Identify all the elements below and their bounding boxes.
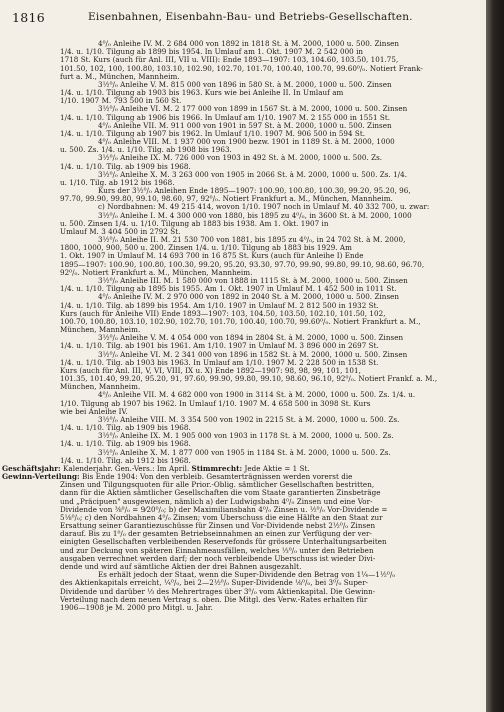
text-line: 1/4. u. 1/10. Tilgung ab 1903 bis 1963. Kurs wie bei Anleihe II. In Umlauf am xyxy=(60,89,344,98)
text-line: 100.70, 100.80, 103.10, 102.90, 102.70, 101.70, 100.40, 100.70, 99.60⁰/₀. Notiert Frankfurt a. M., xyxy=(60,317,421,326)
text-line: 3½⁰/₀ Anleihe IX. M. 1 905 000 von 1903 in 1178 St. à M. 2000, 1000 u. 500. Zs. xyxy=(98,432,394,441)
page-number: 1816 xyxy=(12,10,46,25)
text-line: 4⁰/₀ Anleihe IV. M. 2 970 000 von 1892 in 2040 St. à M. 2000, 1000 u. 500. Zinsen xyxy=(98,293,400,302)
text-line: Kurs der 3½⁰/₀ Anleihen Ende 1895—1907: 100.90, 100.80, 100.30, 99.20, 95.20, 96, xyxy=(98,187,411,196)
text-line: 1/4. u. 1/10. Tilg. ab 1909 bis 1968. xyxy=(60,424,191,433)
text-line: 3½⁰/₀ Anleihe II. M. 21 530 700 von 1881, bis 1895 zu 4⁰/₀, in 24 702 St. à M. 2000, xyxy=(98,236,406,245)
text-line: 4⁰/₀ Anleihe VII. M. 4 682 000 von 1900 in 3114 St. à M. 2000, 1000 u. 500. Zs. 1/4. u. xyxy=(98,391,416,400)
gewinn-verteilung-heading xyxy=(2,473,486,481)
text-line: dann für die Aktien sämtlicher Gesellschaften die vom Staate garantierten Zinsbeträge xyxy=(60,489,381,498)
text-line: 1800, 1000, 900, 500 u. 200. Zinsen 1/4. u. 1/10. Tilgung ab 1883 bis 1929. Am xyxy=(60,244,352,253)
text-line: 3½⁰/₀ Anleihe VIII. M. 3 354 500 von 1902 in 2215 St. à M. 2000, 1000 u. 500. Zs. xyxy=(98,415,400,424)
text-line: München, Mannheim. xyxy=(60,326,141,335)
gewinn-verteilung-first-line: Bis Ende 1904: Von den verbleib. Gesamterträgnissen werden vorerst die xyxy=(79,473,353,482)
closing-paragraph xyxy=(60,571,486,612)
text-line: 101.50, 102, 100, 100.80, 103.10, 102.90, 102.70, 101.70, 100.40, 100.70, 99.60⁰/₀. Notiert Frank- xyxy=(60,64,423,73)
text-line: Es erhält jedoch der Staat, wenn die Super-Dividende den Betrag von 1¼—1½⁰/₀ xyxy=(98,571,396,580)
text-line: dende und wird auf sämtliche Aktien der drei Bahnen ausgezahlt. xyxy=(60,563,302,571)
text-line: u. 500. Zs. 1/4. u. 1/10. Tilg. ab 1908 bis 1963. xyxy=(60,146,232,155)
gewinn-verteilung-label: Gewinn-Verteilung: xyxy=(2,473,80,482)
text-line: und zur Deckung von späteren Einnahmeausfällen, welches ⅓⁰/₀ unter den Betrieben xyxy=(60,546,374,555)
text-line: 3½⁰/₀ Anleihe V. M. 4 054 000 von 1894 in 2804 St. à M. 2000, 1000 u. 500. Zinsen xyxy=(98,334,404,343)
text-line: ausgaben verrechnet werden darf; der noch verbleibende Überschuss ist wieder Divi- xyxy=(60,554,376,563)
text-line: 101.35, 101.40, 99.20, 95.20, 91, 97.60, 99.90, 99.80, 99.10, 98.60, 96.10, 92⁰/₀. Notiert Frankf. a. M., xyxy=(60,375,438,384)
text-line: 1/4. u. 1/10. Tilg. ab 1901 bis 1961. Am 1/10. 1907 in Umlauf M. 3 896 000 in 2697 St. xyxy=(60,342,379,351)
stimmrecht-label: Stimmrecht: xyxy=(191,464,243,473)
text-line: und „Präcipuen" ausgewiesen, nämlich a) der Ludwigsbahn 4⁰/₀ Zinsen und eine Vor- xyxy=(60,497,373,506)
text-line: 3½⁰/₀ Anleihe VI. M. 2 177 000 von 1899 in 1567 St. à M. 2000, 1000 u. 500. Zinsen xyxy=(98,105,408,114)
text-line: 3½⁰/₀ Anleihe III. M. 1 580 000 von 1888 in 1115 St. à M. 2000, 1000 u. 500. Zinsen xyxy=(98,276,408,285)
text-line: u. 500. Zinsen 1/4. u. 1/10. Tilgung ab 1883 bis 1938. Am 1. Okt. 1907 in xyxy=(60,219,329,228)
text-line: 1. Okt. 1907 in Umlauf M. 14 693 700 in 16 875 St. Kurs (auch für Anleihe I) Ende xyxy=(60,252,364,261)
text-line: 3½⁰/₀ Anleihe X. M. 3 263 000 von 1905 in 2066 St. à M. 2000, 1000 u. 500. Zs. 1/4. xyxy=(98,170,408,179)
text-line: Kurs (auch für Anl. III, V, VI, VIII, IX u. X) Ende 1892—1907: 98, 98, 99, 101, 101, xyxy=(60,366,361,375)
stimmrecht-text: Jede Aktie = 1 St. xyxy=(242,464,310,473)
text-line: u. 1/10. Tilg. ab 1912 bis 1968. xyxy=(60,178,175,187)
text-line: 4⁰/₀ Anleihe VII. M. 911 000 von 1901 in 597 St. à M. 2000, 1000 u. 500. Zinsen xyxy=(98,121,392,130)
text-line: 1718 St. Kurs (auch für Anl. III, VII u. VIII): Ende 1893—1907: 103, 104.60, 103.50, 101.75, xyxy=(60,56,399,65)
text-line: 1/4. u. 1/10. Tilgung ab 1906 bis 1966. In Umlauf am 1/10. 1907 M. 2 155 000 in 1551 St. xyxy=(60,113,391,122)
running-title: Eisenbahnen, Eisenbahn-Bau- und Betriebs-Gesellschaften. xyxy=(88,11,413,23)
book-gutter-edge xyxy=(486,0,504,712)
page-header xyxy=(12,10,482,26)
text-line: Verteilung nach dem neuen Vertrag s. oben. Die Mitgl. des Verw.-Rates erhalten für xyxy=(60,595,368,604)
text-line: 1/4. u. 1/10. Tilg. ab 1909 bis 1968. xyxy=(60,440,191,449)
text-line: 1/4. u. 1/10. Tilg. ab 1899 bis 1954. Am 1/10. 1907 in Umlauf M. 2 812 500 in 1932 St. xyxy=(60,301,379,310)
text-line: 3½⁰/₀ Anleihe I. M. 4 300 000 von 1880, bis 1895 zu 4⁰/₀, in 3600 St. à M. 2000, 1000 xyxy=(98,211,412,220)
text-line: 1/10. Tilgung ab 1907 bis 1962. In Umlauf 1/10. 1907 M. 4 658 500 in 3098 St. Kurs xyxy=(60,399,371,408)
text-line: 1/4. u. 1/10. Tilg. ab 1903 bis 1963. In Umlauf am 1/10. 1907 M. 2 228 500 in 1538 St. xyxy=(60,358,379,367)
text-line: 1906—1908 je M. 2000 pro Mitgl. u. Jahr. xyxy=(60,603,213,612)
text-line: 3½⁰/₀ Anleihe X. M. 1 877 000 von 1905 in 1184 St. à M. 2000, 1000 u. 500. Zs. xyxy=(98,448,391,457)
text-line: 92⁰/₀. Notiert Frankfurt a. M., München, Mannheim. xyxy=(60,268,253,277)
text-line: Dividende und darüber ⅓ des Mehrertrages über 3⁰/₀ vom Aktienkapital. Die Gewinn- xyxy=(60,587,376,596)
text-line: 1/4. u. 1/10. Tilgung ab 1895 bis 1955. Am 1. Okt. 1907 in Umlauf M. 1 452 500 in 1011 St. xyxy=(60,285,397,294)
text-line: 3½⁰/₀ Anleihe VI. M. 2 341 000 von 1896 in 1582 St. à M. 2000, 1000 u. 500. Zinsen xyxy=(98,350,408,359)
text-line: 1/4. u. 1/10. Tilg. ab 1912 bis 1968. xyxy=(60,456,191,465)
text-line: wie bei Anleihe IV. xyxy=(60,407,128,416)
text-line: Umlauf M. 3 404 500 in 2792 St. xyxy=(60,227,181,236)
geschaeftsjahr-line xyxy=(2,465,486,473)
text-line: furt a. M., München, Mannheim. xyxy=(60,72,180,81)
text-line: München, Mannheim. xyxy=(60,383,141,392)
geschaeftsjahr-label: Geschäftsjahr: xyxy=(2,464,61,473)
text-line: 3½⁰/₀ Anleihe IX. M. 726 000 von 1903 in 492 St. à M. 2000, 1000 u. 500. Zs. xyxy=(98,154,383,163)
text-line: Dividende von ⅜⁰/₀ = 9⁄20⁰/₀; b) der Maximiliansbahn 4⁰/₀ Zinsen u. ½⁰/₀ Vor-Dividende = xyxy=(60,505,388,514)
text-line: 5⅛⁰/₀; c) den Nordbahnen 4⁰/₀ Zinsen; vom Überschuss die eine Hälfte an den Staat zur xyxy=(60,513,383,522)
text-line: 3½⁰/₀ Anleihe V. M. 815 000 von 1896 in 580 St. à M. 2000, 1000 u. 500. Zinsen xyxy=(98,80,392,89)
gewinn-verteilung-text xyxy=(60,481,486,571)
text-line: 4⁰/₀ Anleihe IV. M. 2 684 000 von 1892 in 1818 St. à M. 2000, 1000 u. 500. Zinsen xyxy=(98,40,400,48)
page-body xyxy=(2,40,486,612)
text-line: 1895—1907: 100.90, 100.80, 100.30, 99.20, 95.20, 93.30, 97.70, 99.90, 99.80, 99.10, 98.60, 96.70, xyxy=(60,260,425,269)
text-line: 97.70, 99.90, 99.80, 99.10, 98.60, 97, 92⁰/₀. Notiert Frankfurt a. M., München, Mannheim. xyxy=(60,195,393,204)
text-line: 4⁰/₀ Anleihe VIII. M. 1 937 000 von 1900 bezw. 1901 in 1189 St. à M. 2000, 1000 xyxy=(98,138,395,147)
geschaeftsjahr-text: Kalenderjahr. Gen.-Vers.: Im April. xyxy=(60,464,192,473)
text-line: des Aktienkapitals erreicht, ¼⁰/₀, bei 2—2½⁰/₀ Super-Dividende ⅛⁰/₀, bei 3⁰/₀ Super- xyxy=(60,579,369,588)
text-line: Kurs (auch für Anleihe VII) Ende 1893—1907: 103, 104.50, 103.50, 102.10, 101.50, 102, xyxy=(60,309,386,318)
text-line: einigten Gesellschaften verbleibenden Reservefonds für grössere Unterhaltungsarbeiten xyxy=(60,538,387,547)
text-line: 1/10. 1907 M. 793 500 in 560 St. xyxy=(60,97,182,106)
text-line: c) Nordbahnen: M. 49 215 414, wovon 1/10. 1907 noch in Umlauf M. 40 332 700, u. zwar: xyxy=(98,203,430,212)
text-line: Zinsen und Tilgungsquoten für alle Prior.-Oblig. sämtlicher Gesellschaften bestritten, xyxy=(60,481,375,490)
text-line: 1/4. u. 1/10. Tilgung ab 1907 bis 1962. In Umlauf 1/10. 1907 M. 906 500 in 594 St. xyxy=(60,129,366,138)
text-line: 1/4. u. 1/10. Tilg. ab 1909 bis 1968. xyxy=(60,162,191,171)
text-line: 1/4. u. 1/10. Tilgung ab 1899 bis 1954. In Umlauf am 1. Okt. 1907 M. 2 542 000 in xyxy=(60,48,364,57)
loan-listing xyxy=(60,40,486,465)
text-line: Ersattung seiner Garantiezuschüsse für Zinsen und Vor-Dividende nebst 2½⁰/₀ Zinsen xyxy=(60,522,376,531)
text-line: darauf. Bis zu 1⁰/₀ der gesamten Betriebseinnahmen an einen zur Verfügung der ver- xyxy=(60,530,372,539)
